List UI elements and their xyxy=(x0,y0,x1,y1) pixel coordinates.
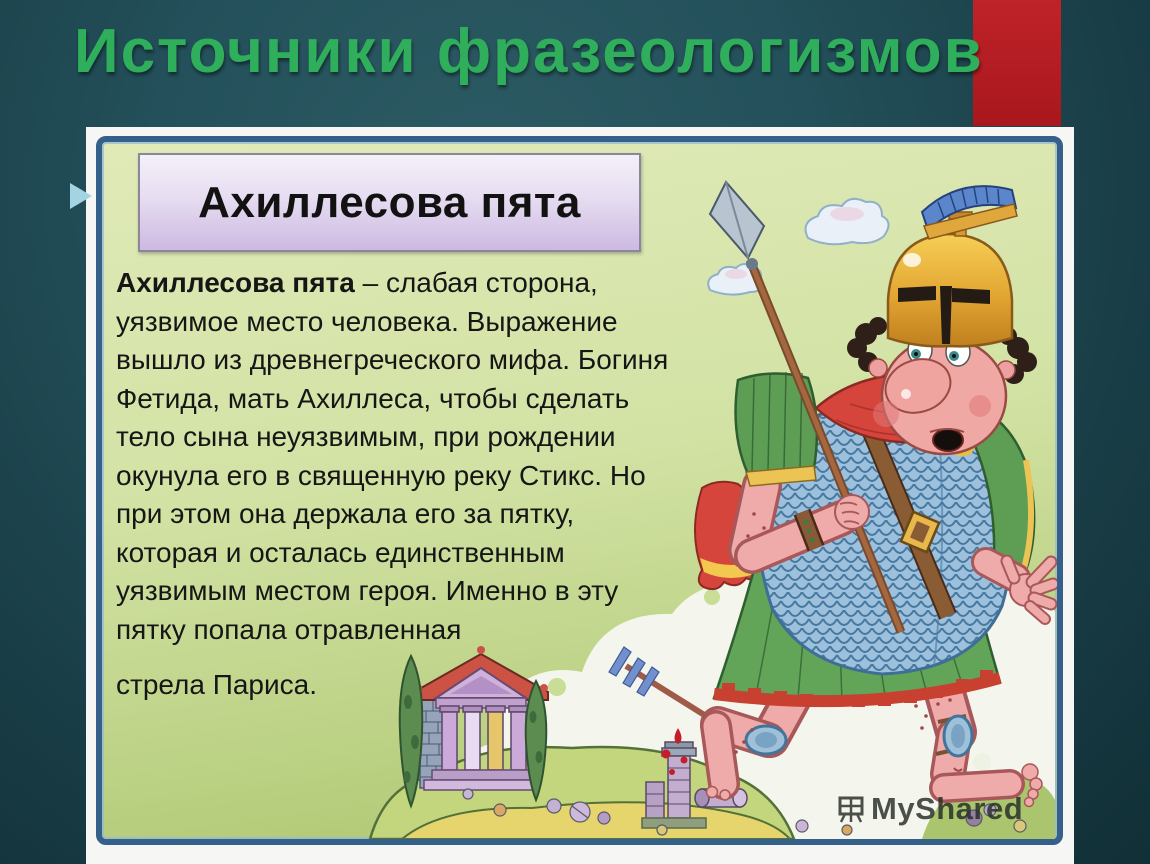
phrase-header xyxy=(138,153,641,252)
card-sheet xyxy=(86,127,1074,864)
page-title: Источники фразеологизмов xyxy=(74,17,984,86)
definition-paragraph-2: стрела Париса. xyxy=(116,669,317,700)
definition-paragraph xyxy=(116,264,672,649)
ear xyxy=(869,359,887,377)
watermark xyxy=(836,791,1023,827)
mouth xyxy=(933,429,963,451)
watermark-label: MyShared xyxy=(871,791,1024,826)
phrase-header-label: Ахиллесова пята xyxy=(198,177,581,227)
definition-text: – слабая сторона, уязвимое место человека. Выражение вышло из древнегреческого мифа. Богиня Фетида, мать Ахиллеса, чтобы сделать тело сына неуязвимым, при рождении окунула его в священную реку Стикс. Но при этом она держала его за пятку, которая и осталась единственным уязвимым местом героя. Именно в эту пятку попала отравленная xyxy=(116,267,669,645)
phrase-term: Ахиллесова пята xyxy=(116,267,355,298)
phrase-definition xyxy=(116,264,672,705)
helmet-plume xyxy=(922,186,1017,239)
bullet-arrow-icon xyxy=(70,183,92,209)
content-card xyxy=(96,136,1063,845)
helmet xyxy=(888,186,1017,346)
myshared-logo-icon xyxy=(836,794,866,824)
